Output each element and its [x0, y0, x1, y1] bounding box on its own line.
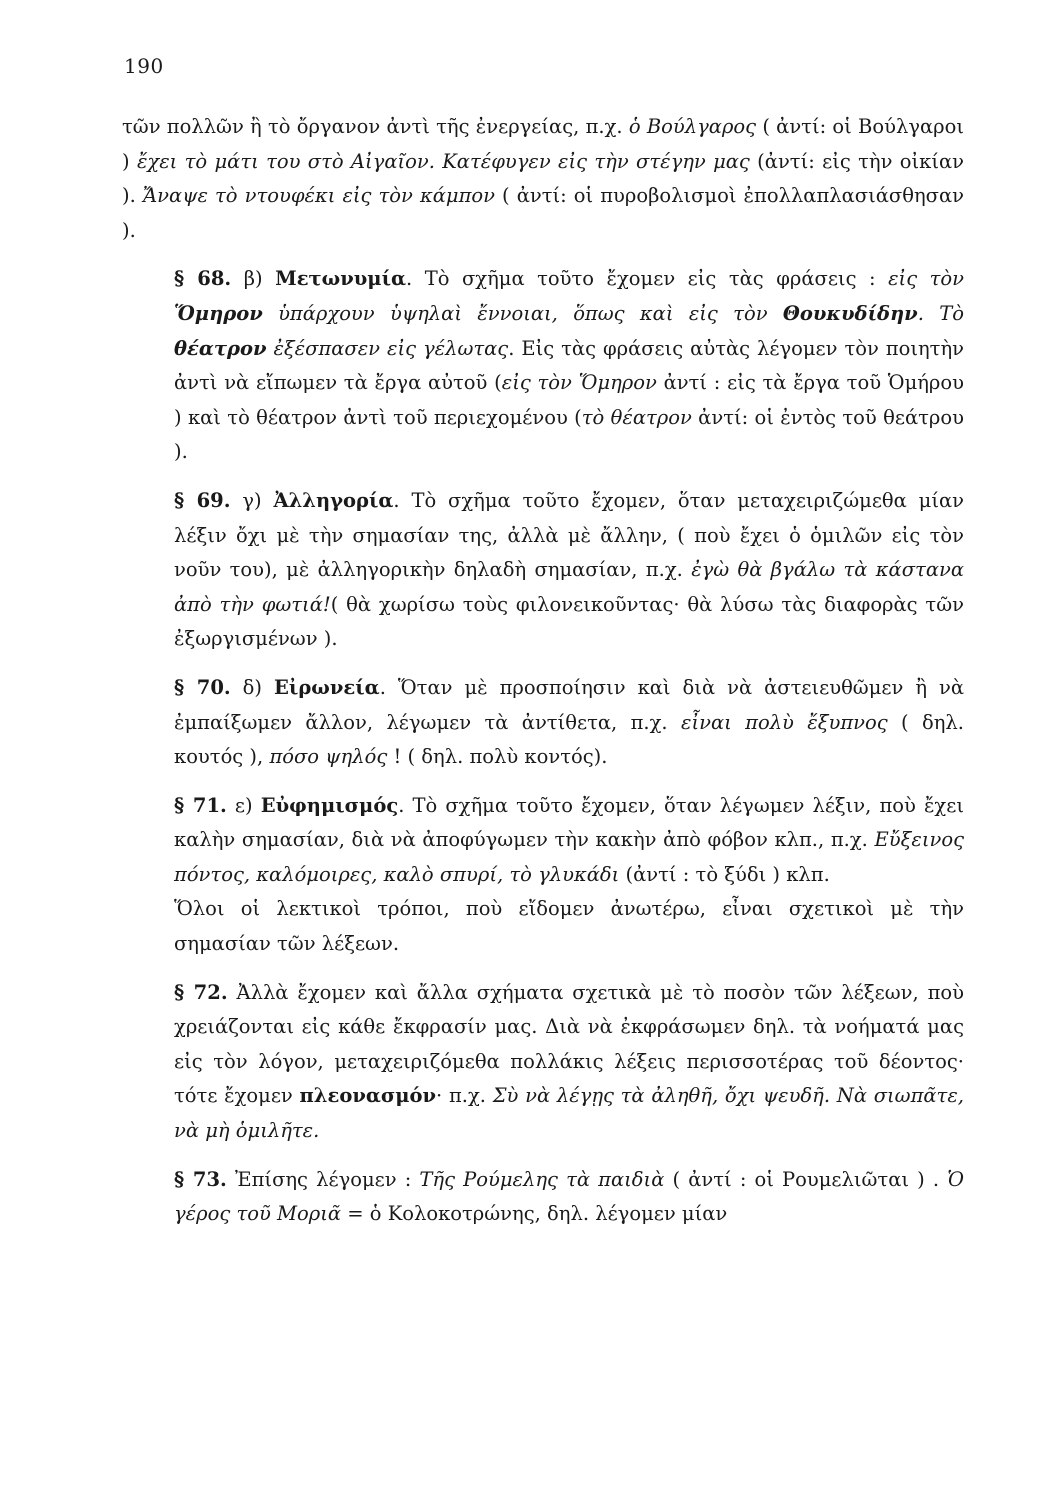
- text-run: ( δηλ. κουτός ),: [174, 710, 964, 769]
- example-text-bold: Θουκυδίδην: [782, 301, 918, 325]
- section-title: Εἰρωνεία: [274, 675, 380, 699]
- example-text-bold: Ὅμηρον: [174, 301, 263, 325]
- paragraph-summary: Ὅλοι οἱ λεκτικοὶ τρόποι, ποὺ εἴδομεν ἀνωτέρω, εἶναι σχετικοὶ μὲ τὴν σημασίαν τῶν λέξεων.: [174, 897, 964, 956]
- section-71: [122, 789, 964, 893]
- example-text: Τῆς Ρούμελης τὰ παιδιὰ: [419, 1167, 665, 1191]
- section-letter: ε): [226, 793, 261, 817]
- text-run: · π.χ.: [436, 1084, 493, 1108]
- section-69: [122, 484, 964, 657]
- section-number: § 72.: [174, 980, 228, 1004]
- example-text: ἐγὼ θὰ βγάλω τὰ κάστανα ἀπὸ τὴν φωτιά!: [174, 558, 965, 616]
- section-letter: β): [231, 267, 276, 291]
- example-text: Ἄναψε τὸ ντουφέκι εἰς τὸν κάμπον: [142, 184, 495, 208]
- example-text: ὁ Βούλγαρος: [628, 115, 757, 138]
- text-run: . Ὅταν μὲ προσποίησιν καὶ διὰ νὰ ἀστειευθῶμεν ἢ νὰ ἐμπαίξωμεν ἄλλον, λέγωμεν τὰ ἀντίθετα, π.χ.: [174, 675, 964, 734]
- example-text: Εὔξεινος πόντος, καλόμοιρες, καλὸ σπυρί, τὸ γλυκάδι: [174, 828, 964, 886]
- section-title: Ἀλληγορία: [273, 488, 394, 512]
- text-run: ! ( δηλ. πολὺ κοντός).: [387, 745, 608, 769]
- section-letter: δ): [230, 675, 275, 699]
- example-text: εἰς τὸν Ὅμηρον: [501, 371, 657, 395]
- text-run: . Εἰς τὰς φράσεις αὐτὰς λέγομεν τὸν ποιητὴν ἀντὶ νὰ εἴπωμεν τὰ ἔργα αὐτοῦ (: [174, 336, 964, 395]
- section-number: § 71.: [174, 793, 227, 817]
- example-text: ἔχει τὸ μάτι του στὸ Αἰγαῖον. Κατέφυγεν εἰς τὴν στέγην μας: [136, 149, 750, 173]
- section-number: § 70.: [174, 675, 231, 699]
- text-run: τῶν πολλῶν ἢ τὸ ὄργανον ἀντὶ τῆς ἐνεργείας, π.χ.: [122, 115, 629, 138]
- example-text: πόσο ψηλός: [269, 745, 388, 769]
- text-run: ( ἀντί: οἱ πυροβολισμοὶ ἐπολλαπλασιάσθησαν ).: [122, 184, 964, 242]
- section-number: § 69.: [174, 488, 231, 512]
- text-run: . Τὸ σχῆμα τοῦτο ἔχομεν, ὅταν λέγωμεν λέξιν, ποὺ ἔχει καλὴν σημασίαν, διὰ νὰ ἀποφύγωμεν τὴν κακὴν ἀπὸ φόβον κλπ., π.χ.: [174, 793, 964, 852]
- text-run: (ἀντί : τὸ ξύδι ) κλπ.: [619, 862, 830, 886]
- section-letter: γ): [230, 488, 274, 512]
- section-title: Εὐφημισμός: [260, 793, 399, 817]
- text-run: . Τὸ σχῆμα τοῦτο ἔχομεν, ὅταν μεταχειριζώμεθα μίαν λέξιν ὄχι μὲ τὴν σημασίαν της, ἀλλὰ μὲ ἄλλην, ( ποὺ ἔχει ὁ ὁμιλῶν εἰς τὸν νοῦν του), μὲ ἀλληγορικὴν δηλαδὴ σημασίαν, π.χ.: [174, 488, 964, 582]
- text-run: ἀντί: οἱ ἐντὸς τοῦ θεάτρου ).: [174, 405, 964, 464]
- paragraph-continuation: [122, 110, 964, 248]
- page-number: 190: [124, 54, 164, 78]
- section-number: § 68.: [174, 267, 232, 291]
- section-title: Μετωνυμία: [275, 267, 407, 291]
- example-text: Σὺ νὰ λέγῃς τὰ ἀληθῆ, ὄχι ψευδῆ. Νὰ σιωπᾶτε, νὰ μὴ ὁμιλῆτε.: [174, 1084, 965, 1143]
- section-68: [122, 262, 964, 470]
- text-run: ἀντί : εἰς τὰ ἔργα τοῦ Ὁμήρου ) καὶ τὸ θέατρον ἀντὶ τοῦ περιεχομένου (: [174, 371, 964, 429]
- section-73: [122, 1163, 964, 1232]
- text-run: (ἀντί: εἰς τὴν οἰκίαν ).: [122, 149, 964, 208]
- example-text: τὸ θέατρον: [581, 405, 692, 429]
- page-body: [122, 110, 964, 1232]
- text-run: Ἐπίσης λέγομεν :: [226, 1167, 420, 1191]
- section-number: § 73.: [174, 1167, 227, 1191]
- example-text: εἶναι πολὺ ἔξυπνος: [681, 710, 888, 734]
- example-text-bold: θέατρον: [174, 336, 267, 360]
- section-70: [122, 671, 964, 775]
- text-run: Ἀλλὰ ἔχομεν καὶ ἄλλα σχήματα σχετικὰ μὲ τὸ ποσὸν τῶν λέξεων, ποὺ χρειάζονται εἰς κάθε ἔκφρασίν μας. Διὰ νὰ ἐκφράσωμεν δηλ. τὰ νοήματά μας εἰς τὸν λόγον, μεταχειριζόμεθα πολλάκις λέξεις περισσοτέρας τοῦ δέοντος· τότε ἔχομεν: [174, 980, 964, 1108]
- text-run: ( θὰ χωρίσω τοὺς φιλονεικοῦντας· θὰ λύσω τὰς διαφορὰς τῶν ἐξωργισμένων ).: [174, 592, 964, 651]
- text-run: ( ἀντί : οἱ Ρουμελιῶται ) .: [664, 1167, 948, 1191]
- section-72: [122, 976, 964, 1149]
- text-run: . Τὸ σχῆμα τοῦτο ἔχομεν εἰς τὰς φράσεις :: [406, 267, 889, 291]
- example-text: Ὁ γέρος τοῦ Μοριᾶ: [174, 1167, 964, 1226]
- example-text: ὑπάρχουν ὑψηλαὶ ἔννοιαι, ὅπως καὶ εἰς τὸν: [262, 301, 783, 325]
- example-text: εἰς τὸν: [888, 267, 964, 291]
- example-text: ἐξέσπασεν εἰς γέλωτας: [266, 336, 509, 360]
- text-run: = ὁ Κολοκοτρώνης, δηλ. λέγομεν μίαν: [341, 1202, 728, 1226]
- example-text: . Τὸ: [917, 301, 964, 325]
- term-bold: πλεονασμόν: [299, 1084, 437, 1108]
- text-run: ( ἀντί: οἱ Βούλγαροι ): [122, 115, 965, 173]
